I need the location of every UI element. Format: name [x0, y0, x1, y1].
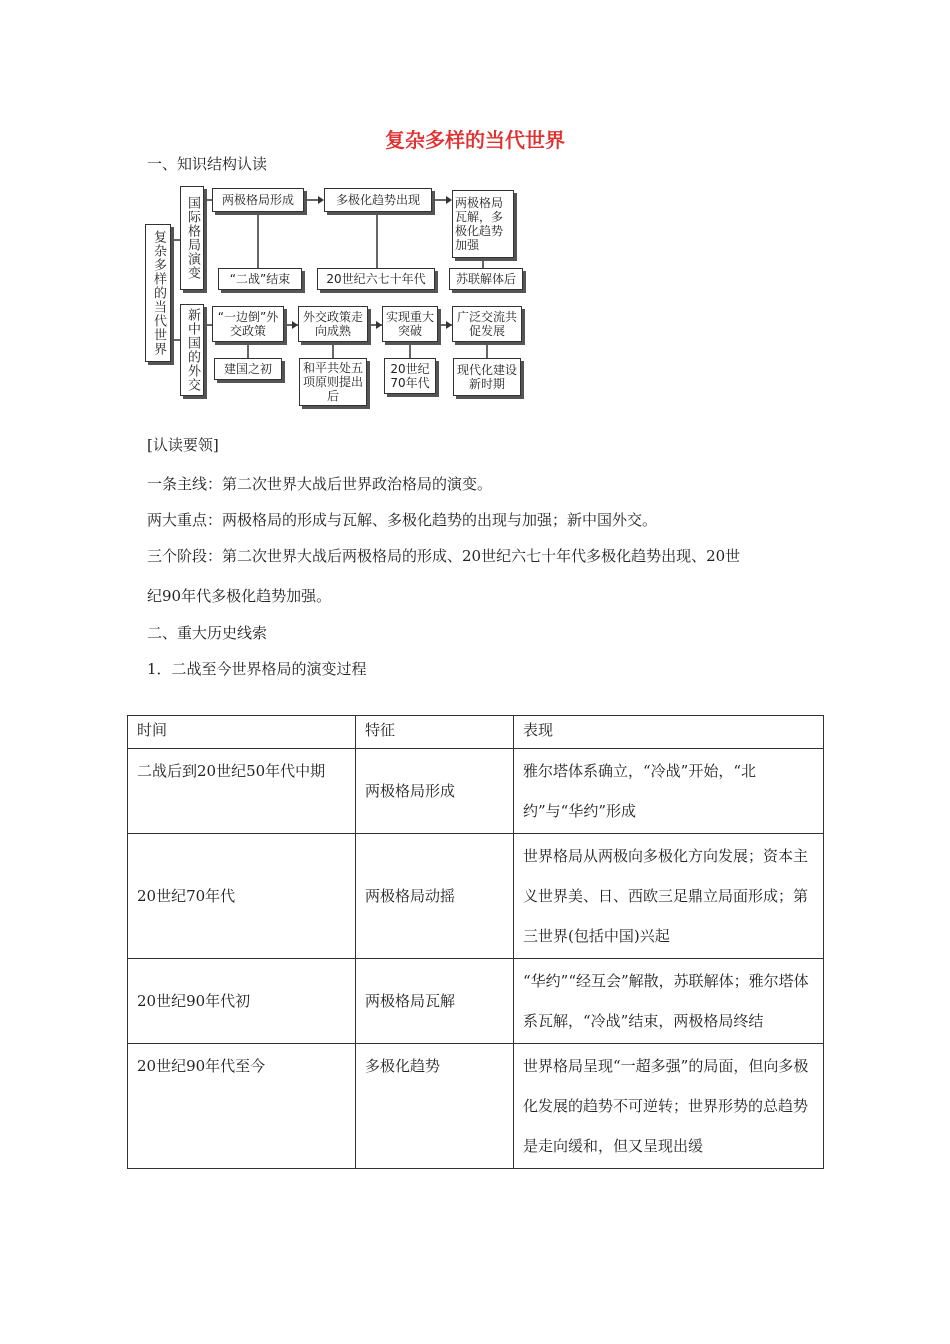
world-pattern-table: [127, 715, 824, 1169]
diagram-time-label: 20世纪六七十年代: [326, 272, 426, 286]
page-title: 复杂多样的当代世界: [385, 128, 565, 152]
diagram-time-five-principles: [299, 358, 367, 406]
diagram-node-broad-exchange: [452, 306, 522, 342]
table-header-detail: 表现: [514, 716, 824, 749]
diagram-time-label: 现代化建设新时期: [456, 363, 517, 391]
table-cell-detail: 世界格局从两极向多极化方向发展；资本主义世界美、日、西欧三足鼎立局面形成；第三世界(包括中国)兴起: [514, 834, 824, 959]
diagram-time-label: 建国之初: [223, 362, 272, 376]
table-cell-time: 20世纪90年代至今: [128, 1044, 356, 1169]
reading-three-stages-cont: 纪90年代多极化趋势加强。: [147, 587, 332, 605]
table-row: [128, 834, 824, 959]
diagram-root-label: 复杂多样的当代世界: [151, 230, 166, 356]
table-cell-feature: 两极格局瓦解: [356, 959, 514, 1044]
diagram-time-70s: [384, 358, 436, 394]
diagram-node-label: “一边倒”外交政策: [217, 310, 279, 338]
diagram-branch-bottom-label: 新中国的外交: [185, 308, 200, 392]
reading-heading: [认读要领]: [147, 436, 219, 454]
diagram-node-lean-to-one-side: [212, 306, 284, 342]
diagram-root-node: [145, 224, 171, 362]
diagram-node-label: 多极化趋势出现: [335, 193, 420, 207]
table-header-feature: 特征: [356, 716, 514, 749]
reading-three-stages: 三个阶段：第二次世界大战后两极格局的形成、20世纪六七十年代多极化趋势出现、20世: [147, 547, 741, 565]
table-cell-time: 二战后到20世纪50年代中期: [128, 749, 356, 834]
reading-key-points: 两大重点：两极格局的形成与瓦解、多极化趋势的出现与加强；新中国外交。: [147, 511, 658, 529]
diagram-node-label: 实现重大突破: [385, 310, 434, 338]
table-cell-time: 20世纪90年代初: [128, 959, 356, 1044]
table-row: [128, 959, 824, 1044]
diagram-time-label: 和平共处五项原则提出后: [302, 361, 363, 403]
table-cell-time: 20世纪70年代: [128, 834, 356, 959]
diagram-node-label: 两极格局形成: [221, 193, 294, 207]
diagram-time-founding: [214, 358, 282, 380]
diagram-node-bipolar-formed: [212, 188, 304, 212]
diagram-node-bipolar-collapse: [452, 190, 514, 258]
diagram-node-label: 两极格局瓦解，多极化趋势加强: [455, 196, 504, 252]
section-heading-structure: 一、知识结构认读: [147, 155, 268, 173]
diagram-time-ussr-dissolution: [449, 268, 523, 290]
diagram-time-modernization: [453, 358, 521, 396]
reading-main-line: 一条主线：第二次世界大战后世界政治格局的演变。: [147, 475, 493, 493]
table-cell-feature: 两极格局形成: [356, 749, 514, 834]
diagram-branch-bottom: [180, 304, 204, 396]
diagram-time-60s-70s: [317, 268, 435, 290]
diagram-node-multipolar-emerges: [324, 188, 432, 212]
diagram-node-label: 广泛交流共促发展: [456, 310, 517, 338]
table-row: [128, 749, 824, 834]
diagram-node-policy-matures: [298, 306, 368, 342]
table-header-row: [128, 716, 824, 749]
diagram-branch-top: [180, 186, 204, 290]
section-heading-clues: 二、重大历史线索: [147, 624, 268, 642]
table-cell-detail: 雅尔塔体系确立，“冷战”开始，“北约”与“华约”形成: [514, 749, 824, 834]
table-cell-feature: 多极化趋势: [356, 1044, 514, 1169]
table-cell-feature: 两极格局动摇: [356, 834, 514, 959]
section-subheading: 1．二战至今世界格局的演变过程: [147, 660, 367, 678]
table-cell-detail: 世界格局呈现“一超多强”的局面，但向多极化发展的趋势不可逆转；世界形势的总趋势是走向缓和，但又呈现出缓: [514, 1044, 824, 1169]
table-row: [128, 1044, 824, 1169]
diagram-node-label: 外交政策走向成熟: [302, 310, 363, 338]
knowledge-structure-diagram: [0, 0, 950, 420]
diagram-time-ww2-end: [218, 268, 302, 290]
diagram-time-label: 苏联解体后: [455, 272, 516, 286]
diagram-node-breakthrough: [382, 306, 438, 342]
diagram-branch-top-label: 国际格局演变: [185, 196, 200, 280]
diagram-time-label: “二战”结束: [229, 272, 291, 286]
diagram-time-label: 20世纪70年代: [390, 362, 430, 390]
table-cell-detail: “华约”“经互会”解散，苏联解体；雅尔塔体系瓦解，“冷战”结束，两极格局终结: [514, 959, 824, 1044]
table-header-time: 时间: [128, 716, 356, 749]
